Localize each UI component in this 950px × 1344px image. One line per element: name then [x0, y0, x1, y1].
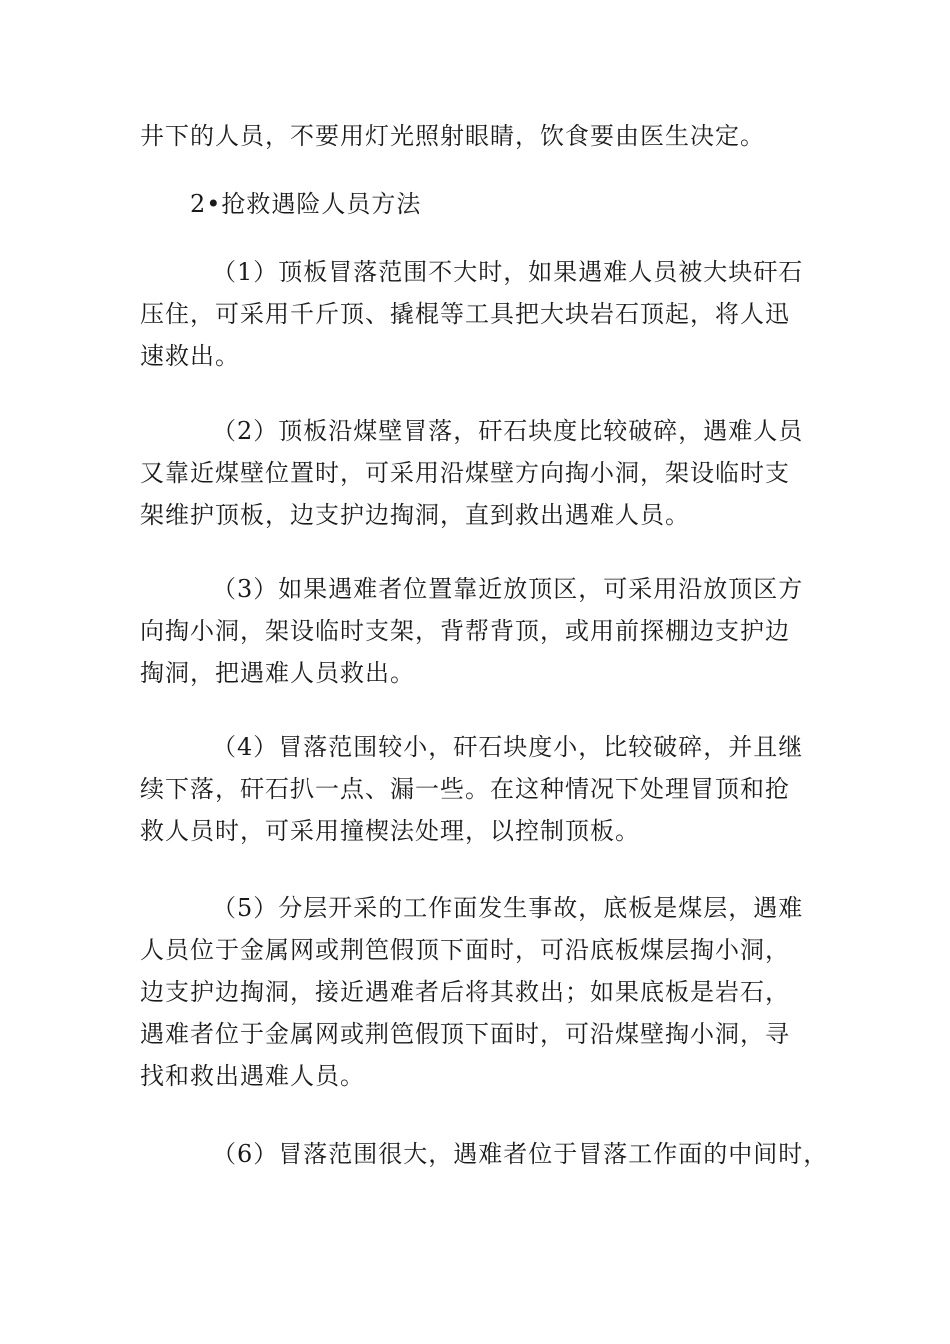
text-line: 人员位于金属网或荆笆假顶下面时，可沿底板煤层掏小洞， [140, 936, 790, 964]
list-item-6 [140, 1133, 829, 1175]
text-line: （6）冒落范围很大，遇难者位于冒落工作面的中间时， [212, 1140, 829, 1168]
text-line: 救人员时，可采用撞楔法处理，以控制顶板。 [140, 817, 640, 845]
text-line: 又靠近煤壁位置时，可采用沿煤壁方向掏小洞，架设临时支 [140, 459, 790, 487]
list-item-4 [140, 726, 820, 852]
text-line: 架维护顶板，边支护边掏洞，直到救出遇难人员。 [140, 501, 690, 529]
list-item-5 [140, 887, 820, 1097]
list-item-3 [140, 568, 820, 694]
text-line: 遇难者位于金属网或荆笆假顶下面时，可沿煤壁掏小洞，寻 [140, 1020, 790, 1048]
text-line: 续下落，矸石扒一点、漏一些。在这种情况下处理冒顶和抢 [140, 775, 790, 803]
text-line: 井下的人员，不要用灯光照射眼睛，饮食要由医生决定。 [140, 122, 765, 150]
text-line: （3）如果遇难者位置靠近放顶区，可采用沿放顶区方 [212, 575, 804, 603]
list-item-2 [140, 410, 820, 536]
text-line: 压住，可采用千斤顶、撬棍等工具把大块岩石顶起，将人迅 [140, 300, 790, 328]
text-line: （5）分层开采的工作面发生事故，底板是煤层，遇难 [212, 894, 804, 922]
text-line: 边支护边掏洞，接近遇难者后将其救出；如果底板是岩石， [140, 978, 790, 1006]
text-line: （1）顶板冒落范围不大时，如果遇难人员被大块矸石 [212, 258, 804, 286]
text-line: （4）冒落范围较小，矸石块度小，比较破碎，并且继 [212, 733, 804, 761]
list-item-1 [140, 251, 820, 377]
text-line: 速救出。 [140, 342, 240, 370]
paragraph-continuation [140, 115, 820, 157]
text-line: 掏洞，把遇难人员救出。 [140, 659, 415, 687]
text-line: 向掏小洞，架设临时支架，背帮背顶，或用前探棚边支护边 [140, 617, 790, 645]
section-heading [140, 183, 820, 225]
text-line: （2）顶板沿煤壁冒落，矸石块度比较破碎，遇难人员 [212, 417, 804, 445]
heading-text: 2•抢救遇险人员方法 [190, 190, 422, 218]
text-line: 找和救出遇难人员。 [140, 1062, 365, 1090]
